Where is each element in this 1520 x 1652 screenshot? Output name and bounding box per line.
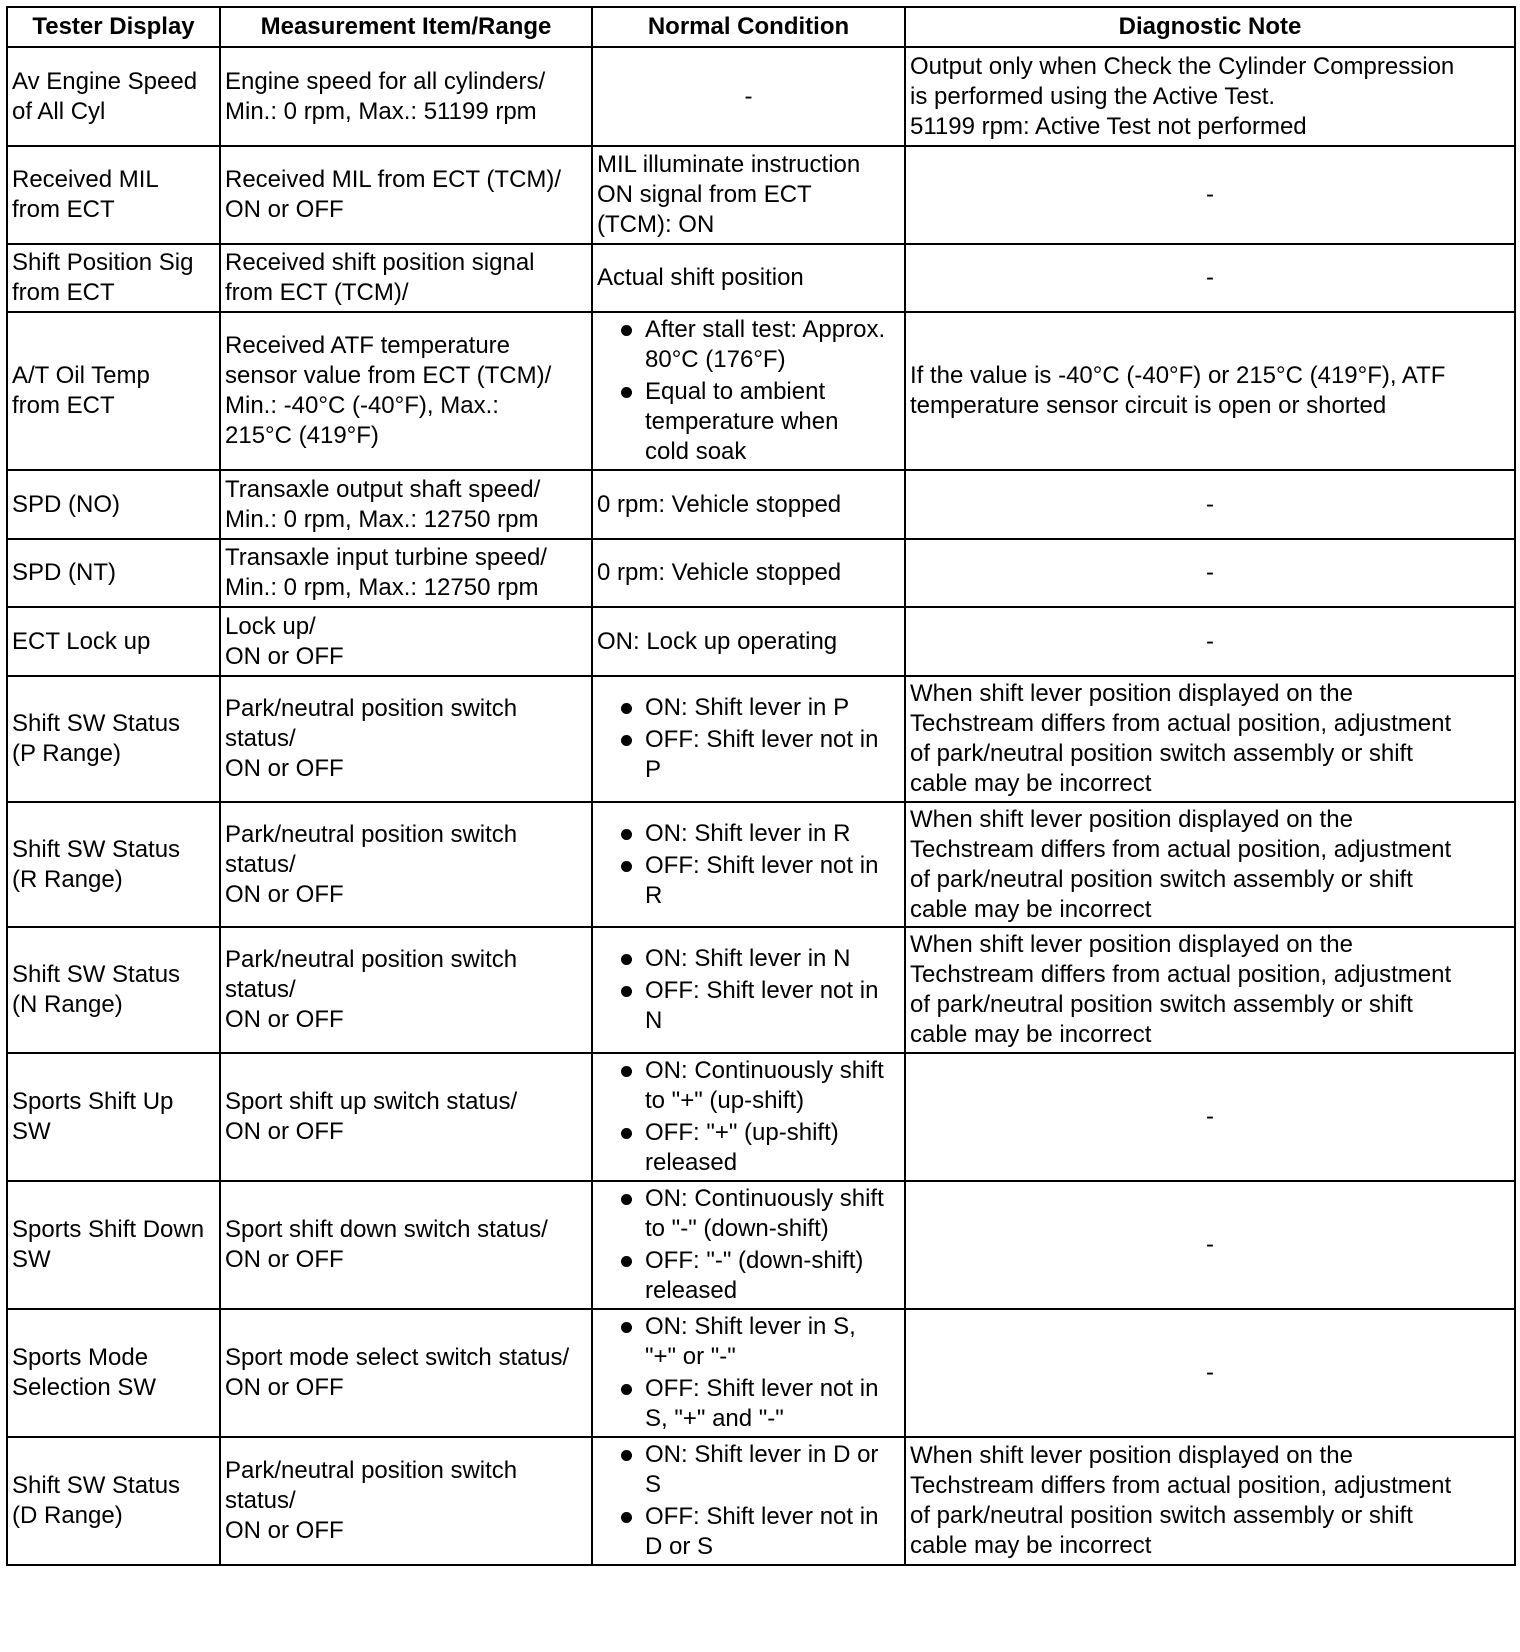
- cell-line: ON: Continuously shift: [645, 1185, 884, 1212]
- cell-line: status/: [225, 976, 296, 1003]
- cell-line: 51199 rpm: Active Test not performed: [910, 112, 1307, 140]
- cell-measurement-item: [220, 607, 592, 676]
- cell-measurement-item: [220, 539, 592, 607]
- cell-tester-display: [7, 802, 220, 927]
- cell-line: Received MIL: [12, 166, 159, 193]
- cell-normal-condition: [592, 607, 905, 676]
- cell-line: D or S: [645, 1533, 714, 1560]
- cell-tester-display: [7, 47, 220, 146]
- condition-item: [597, 851, 900, 911]
- cell-line: -: [1206, 1359, 1214, 1386]
- table-row: [7, 802, 1515, 927]
- cell-normal-condition: [592, 312, 905, 470]
- cell-line: to "-" (down-shift): [645, 1215, 829, 1242]
- condition-list: [597, 944, 900, 1036]
- cell-normal-condition: [592, 1053, 905, 1181]
- table-body: [7, 47, 1515, 1565]
- cell-line: Park/neutral position switch: [225, 946, 518, 973]
- cell-normal-condition: [592, 1437, 905, 1565]
- cell-measurement-item: [220, 146, 592, 244]
- cell-normal-condition: [592, 539, 905, 607]
- cell-normal-condition: [592, 244, 905, 312]
- cell-line: of All Cyl: [12, 97, 106, 125]
- cell-line: ON: Lock up operating: [597, 627, 838, 655]
- header-diagnostic-note: Diagnostic Note: [905, 7, 1515, 47]
- cell-line: 80°C (176°F): [645, 346, 786, 373]
- table-row: [7, 927, 1515, 1053]
- cell-line: -: [1206, 627, 1214, 655]
- cell-line: cable may be incorrect: [910, 1021, 1152, 1048]
- cell-line: When shift lever position displayed on the: [910, 931, 1353, 958]
- cell-line: SW: [12, 1246, 51, 1273]
- cell-line: SPD (NO): [12, 490, 120, 518]
- cell-line: status/: [225, 725, 296, 752]
- cell-line: from ECT: [12, 196, 115, 223]
- table-row: [7, 1309, 1515, 1437]
- cell-line: Transaxle input turbine speed/: [225, 544, 547, 571]
- cell-diagnostic-note: [905, 1181, 1515, 1309]
- condition-item: [597, 1312, 900, 1372]
- cell-diagnostic-note: [905, 539, 1515, 607]
- condition-list: [597, 1184, 900, 1306]
- cell-line: from ECT: [12, 279, 115, 306]
- cell-measurement-item: [220, 470, 592, 539]
- cell-line: Sports Shift Up: [12, 1088, 174, 1115]
- cell-line: Techstream differs from actual position, adjustment: [910, 961, 1452, 988]
- cell-line: Sports Mode: [12, 1344, 149, 1371]
- cell-line: Selection SW: [12, 1374, 157, 1401]
- cell-line: of park/neutral position switch assembly or shift: [910, 991, 1413, 1018]
- cell-line: MIL illuminate instruction: [597, 151, 861, 178]
- cell-measurement-item: [220, 244, 592, 312]
- condition-item: [597, 1246, 900, 1306]
- cell-line: Techstream differs from actual position, adjustment: [910, 1472, 1452, 1499]
- table-row: [7, 1053, 1515, 1181]
- cell-line: (R Range): [12, 865, 123, 893]
- header-tester-display: Tester Display: [7, 7, 220, 47]
- cell-line: OFF: "+" (up-shift): [645, 1119, 839, 1146]
- cell-measurement-item: [220, 802, 592, 927]
- cell-line: R: [645, 881, 663, 909]
- cell-line: Park/neutral position switch: [225, 695, 518, 722]
- cell-line: A/T Oil Temp: [12, 362, 150, 389]
- cell-line: cold soak: [645, 438, 747, 465]
- cell-tester-display: [7, 146, 220, 244]
- cell-line: Park/neutral position switch: [225, 1457, 518, 1484]
- cell-line: Output only when Check the Cylinder Compression: [910, 52, 1455, 80]
- cell-line: OFF: Shift lever not in: [645, 726, 879, 753]
- cell-line: Min.: -40°C (-40°F), Max.:: [225, 392, 499, 419]
- condition-list: [597, 1312, 900, 1434]
- cell-line: When shift lever position displayed on the: [910, 680, 1353, 707]
- condition-item: [597, 944, 900, 974]
- cell-diagnostic-note: [905, 47, 1515, 146]
- condition-item: [597, 1184, 900, 1244]
- cell-tester-display: [7, 1309, 220, 1437]
- cell-line: cable may be incorrect: [910, 1532, 1152, 1559]
- cell-line: (TCM): ON: [597, 211, 715, 238]
- cell-line: Av Engine Speed: [12, 67, 198, 95]
- cell-normal-condition: [592, 1181, 905, 1309]
- cell-line: OFF: Shift lever not in: [645, 1375, 879, 1402]
- cell-diagnostic-note: [905, 802, 1515, 927]
- cell-line: ON or OFF: [225, 1006, 344, 1033]
- cell-tester-display: [7, 539, 220, 607]
- cell-line: Min.: 0 rpm, Max.: 12750 rpm: [225, 574, 539, 601]
- cell-line: SW: [12, 1118, 51, 1145]
- cell-line: cable may be incorrect: [910, 770, 1152, 797]
- cell-line: Equal to ambient: [645, 378, 826, 405]
- cell-line: Shift SW Status: [12, 1472, 181, 1499]
- cell-diagnostic-note: [905, 927, 1515, 1053]
- cell-line: Received shift position signal: [225, 249, 535, 276]
- cell-diagnostic-note: [905, 1309, 1515, 1437]
- condition-list: [597, 1440, 900, 1562]
- cell-measurement-item: [220, 1181, 592, 1309]
- cell-measurement-item: [220, 1053, 592, 1181]
- cell-line: ON or OFF: [225, 755, 344, 782]
- cell-line: ON or OFF: [225, 196, 344, 223]
- cell-line: of park/neutral position switch assembly or shift: [910, 740, 1413, 767]
- cell-tester-display: [7, 312, 220, 470]
- cell-line: Shift SW Status: [12, 835, 181, 863]
- cell-line: ON: Shift lever in D or: [645, 1441, 879, 1468]
- cell-line: OFF: Shift lever not in: [645, 851, 879, 879]
- cell-line: Techstream differs from actual position, adjustment: [910, 835, 1452, 863]
- table-row: [7, 244, 1515, 312]
- table-row: [7, 312, 1515, 470]
- cell-line: ON: Shift lever in S,: [645, 1313, 856, 1340]
- cell-line: -: [1206, 1231, 1214, 1258]
- cell-diagnostic-note: [905, 1437, 1515, 1565]
- cell-measurement-item: [220, 312, 592, 470]
- cell-line: from ECT: [12, 392, 115, 419]
- cell-line: from ECT (TCM)/: [225, 279, 409, 306]
- cell-line: released: [645, 1149, 738, 1176]
- condition-list: [597, 819, 900, 911]
- cell-line: -: [1206, 559, 1214, 586]
- table-row: [7, 146, 1515, 244]
- cell-line: (P Range): [12, 740, 121, 767]
- header-measurement-item: Measurement Item/Range: [220, 7, 592, 47]
- cell-normal-condition: [592, 47, 905, 146]
- cell-line: If the value is -40°C (-40°F) or 215°C (419°F), ATF: [910, 362, 1446, 389]
- table-row: [7, 470, 1515, 539]
- condition-item: [597, 377, 900, 467]
- cell-line: When shift lever position displayed on the: [910, 805, 1353, 833]
- cell-diagnostic-note: [905, 244, 1515, 312]
- cell-line: (N Range): [12, 991, 123, 1018]
- cell-line: status/: [225, 1487, 296, 1514]
- cell-diagnostic-note: [905, 470, 1515, 539]
- condition-list: [597, 693, 900, 785]
- table-row: [7, 607, 1515, 676]
- condition-list: [597, 1056, 900, 1178]
- cell-line: status/: [225, 850, 296, 878]
- cell-line: temperature when: [645, 408, 839, 435]
- cell-line: Sport mode select switch status/: [225, 1344, 570, 1371]
- cell-line: P: [645, 756, 662, 783]
- cell-line: S: [645, 1471, 662, 1498]
- cell-line: -: [1206, 1103, 1214, 1130]
- cell-line: OFF: "-" (down-shift): [645, 1247, 864, 1274]
- table-row: [7, 1437, 1515, 1565]
- cell-line: "+" or "-": [645, 1343, 736, 1370]
- cell-line: Transaxle output shaft speed/: [225, 475, 541, 503]
- cell-line: 215°C (419°F): [225, 422, 379, 449]
- cell-measurement-item: [220, 1309, 592, 1437]
- cell-line: Sports Shift Down: [12, 1216, 205, 1243]
- cell-line: Received MIL from ECT (TCM)/: [225, 166, 562, 193]
- cell-normal-condition: [592, 146, 905, 244]
- cell-line: Shift SW Status: [12, 961, 181, 988]
- cell-line: ON: Shift lever in P: [645, 694, 850, 721]
- cell-line: OFF: Shift lever not in: [645, 977, 879, 1004]
- cell-line: ON: Shift lever in N: [645, 945, 851, 972]
- condition-list: [597, 315, 900, 467]
- cell-line: Sport shift up switch status/: [225, 1088, 518, 1115]
- cell-line: Min.: 0 rpm, Max.: 12750 rpm: [225, 505, 539, 533]
- condition-item: [597, 1056, 900, 1116]
- table-row: [7, 539, 1515, 607]
- condition-item: [597, 1374, 900, 1434]
- condition-item: [597, 1440, 900, 1500]
- cell-line: ON signal from ECT: [597, 181, 812, 208]
- cell-tester-display: [7, 1437, 220, 1565]
- cell-diagnostic-note: [905, 676, 1515, 802]
- cell-line: -: [1206, 490, 1214, 518]
- cell-line: OFF: Shift lever not in: [645, 1503, 879, 1530]
- table-row: [7, 1181, 1515, 1309]
- cell-line: released: [645, 1277, 738, 1304]
- data-list-table: [6, 6, 1516, 1566]
- cell-line: Engine speed for all cylinders/: [225, 67, 546, 95]
- condition-item: [597, 976, 900, 1036]
- cell-line: ON or OFF: [225, 880, 344, 908]
- cell-tester-display: [7, 470, 220, 539]
- cell-normal-condition: [592, 470, 905, 539]
- cell-normal-condition: [592, 676, 905, 802]
- cell-line: N: [645, 1007, 663, 1034]
- cell-tester-display: [7, 1181, 220, 1309]
- cell-line: 0 rpm: Vehicle stopped: [597, 559, 842, 586]
- cell-line: to "+" (up-shift): [645, 1087, 805, 1114]
- cell-line: When shift lever position displayed on the: [910, 1442, 1353, 1469]
- condition-item: [597, 1502, 900, 1562]
- cell-diagnostic-note: [905, 312, 1515, 470]
- condition-item: [597, 819, 900, 849]
- cell-tester-display: [7, 676, 220, 802]
- cell-measurement-item: [220, 47, 592, 146]
- cell-line: ON or OFF: [225, 1374, 344, 1401]
- cell-tester-display: [7, 607, 220, 676]
- cell-line: is performed using the Active Test.: [910, 82, 1276, 110]
- cell-line: Sport shift down switch status/: [225, 1216, 548, 1243]
- cell-line: sensor value from ECT (TCM)/: [225, 362, 552, 389]
- cell-line: ON: Continuously shift: [645, 1057, 884, 1084]
- cell-line: -: [1206, 181, 1214, 208]
- cell-line: Shift Position Sig: [12, 249, 194, 276]
- cell-line: Shift SW Status: [12, 710, 181, 737]
- header-row: [7, 7, 1515, 47]
- cell-line: SPD (NT): [12, 559, 116, 586]
- cell-line: ECT Lock up: [12, 627, 151, 655]
- cell-normal-condition: [592, 927, 905, 1053]
- cell-line: (D Range): [12, 1502, 123, 1529]
- condition-item: [597, 693, 900, 723]
- cell-measurement-item: [220, 1437, 592, 1565]
- cell-diagnostic-note: [905, 607, 1515, 676]
- cell-line: S, "+" and "-": [645, 1405, 784, 1432]
- cell-line: ON or OFF: [225, 1517, 344, 1544]
- cell-line: Techstream differs from actual position, adjustment: [910, 710, 1452, 737]
- cell-tester-display: [7, 927, 220, 1053]
- cell-line: Min.: 0 rpm, Max.: 51199 rpm: [225, 97, 537, 125]
- cell-line: Actual shift position: [597, 264, 804, 291]
- cell-normal-condition: [592, 802, 905, 927]
- cell-measurement-item: [220, 927, 592, 1053]
- cell-line: Lock up/: [225, 612, 316, 640]
- data-list-sheet: [6, 6, 1514, 1566]
- cell-line: Received ATF temperature: [225, 332, 511, 359]
- cell-line: Park/neutral position switch: [225, 820, 518, 848]
- cell-line: -: [744, 82, 753, 110]
- cell-diagnostic-note: [905, 146, 1515, 244]
- cell-line: -: [1206, 264, 1214, 291]
- condition-item: [597, 725, 900, 785]
- cell-line: cable may be incorrect: [910, 895, 1152, 923]
- cell-line: 0 rpm: Vehicle stopped: [597, 490, 842, 518]
- cell-line: ON: Shift lever in R: [645, 819, 851, 847]
- cell-normal-condition: [592, 1309, 905, 1437]
- cell-tester-display: [7, 1053, 220, 1181]
- cell-line: ON or OFF: [225, 1118, 344, 1145]
- condition-item: [597, 315, 900, 375]
- cell-diagnostic-note: [905, 1053, 1515, 1181]
- condition-item: [597, 1118, 900, 1178]
- cell-line: ON or OFF: [225, 642, 344, 670]
- table-row: [7, 47, 1515, 146]
- cell-line: temperature sensor circuit is open or shorted: [910, 392, 1387, 419]
- cell-line: ON or OFF: [225, 1246, 344, 1273]
- cell-line: of park/neutral position switch assembly or shift: [910, 1502, 1413, 1529]
- cell-tester-display: [7, 244, 220, 312]
- cell-line: of park/neutral position switch assembly or shift: [910, 865, 1413, 893]
- cell-line: After stall test: Approx.: [645, 316, 886, 343]
- table-row: [7, 676, 1515, 802]
- header-normal-condition: Normal Condition: [592, 7, 905, 47]
- cell-measurement-item: [220, 676, 592, 802]
